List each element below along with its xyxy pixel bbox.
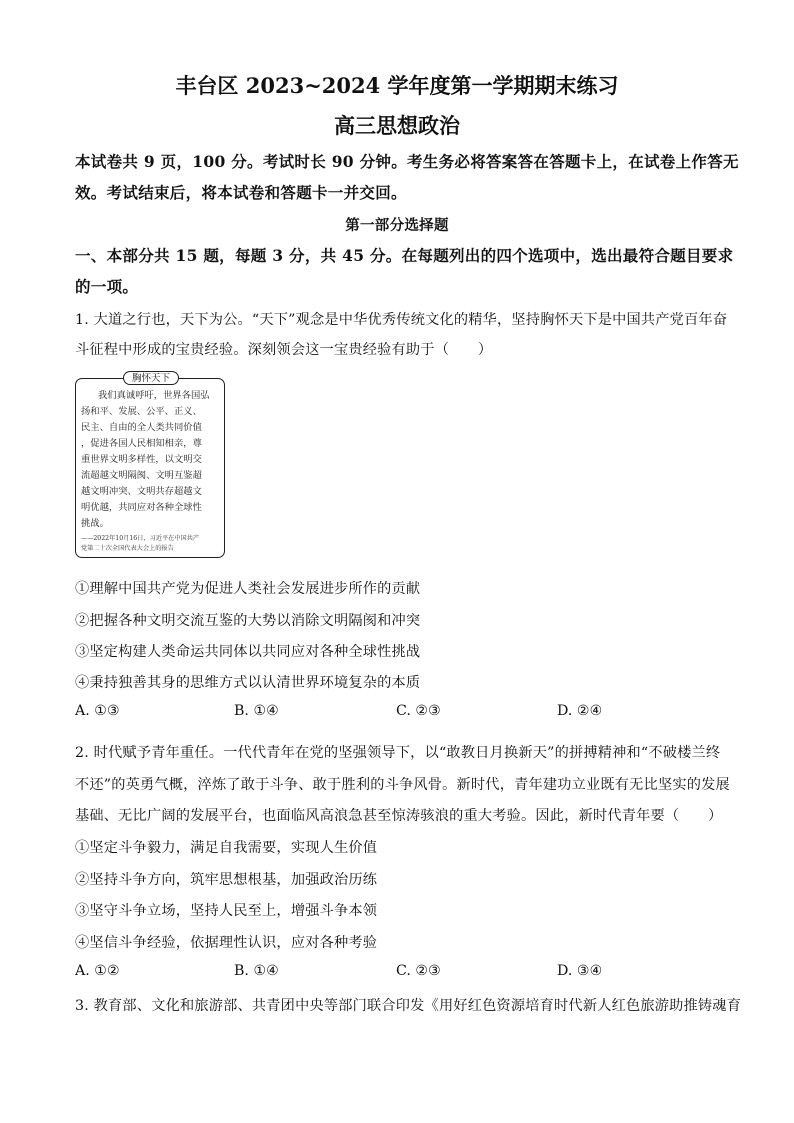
q1-option-c[interactable]: C. ②③ [396,703,441,719]
q1-statement-4: ④秉持独善其身的思维方式以认清世界环境复杂的本质 [75,675,421,691]
q2-statement-3: ③坚守斗争立场，坚持人民至上，增强斗争本领 [75,903,378,919]
instructions-line-1: 本试卷共 9 页，100 分。考试时长 90 分钟。考生务必将答案答在答题卡上，在试卷上作答无 [75,152,739,171]
quote-line: 我们真诚呼吁，世界各国弘 [98,390,210,401]
q2-option-c[interactable]: C. ②③ [396,963,441,979]
q2-statement-1: ①坚定斗争毅力，满足自我需要，实现人生价值 [75,840,378,856]
q1-statement-2: ②把握各种文明交流互鉴的大势以消除文明隔阂和冲突 [75,613,421,629]
q2-statement-2: ②坚持斗争方向，筑牢思想根基，加强政治历练 [75,872,378,888]
q1-stem-line-1: 1. 大道之行也，天下为公。“天下”观念是中华优秀传统文化的精华，坚持胸怀天下是中国共产党百年奋 [75,312,728,328]
section-title: 第一部分选择题 [345,217,449,234]
quote-box-tag: 胸怀天下 [123,371,179,385]
q1-stem-line-2: 斗征程中形成的宝贵经验。深刻领会这一宝贵经验有助于（ ） [75,342,493,358]
exam-subject: 高三思想政治 [334,113,460,138]
quote-line: 民主、自由的全人类共同价值 [81,422,202,433]
q2-stem-line-2: 不还”的英勇气概，淬炼了敢于斗争、敢于胜利的斗争风骨。新时代，青年建功立业既有无比坚实的发展 [75,777,730,793]
q1-statement-1: ①理解中国共产党为促进人类社会发展进步所作的贡献 [75,581,421,597]
q3-stem-line-1: 3. 教育部、文化和旅游部、共青团中央等部门联合印发《用好红色资源培育时代新人红色旅游助推铸魂育 [75,998,742,1014]
section-intro-line-1: 一、本部分共 15 题，每题 3 分，共 45 分。在每题列出的四个选项中，选出最符合题目要求 [75,246,734,265]
quote-line: ，促进各国人民相知相亲，尊 [81,438,202,449]
q2-option-d[interactable]: D. ③④ [557,963,603,979]
section-intro-line-2: 的一项。 [75,277,139,296]
quote-line: 挑战。 [81,518,109,529]
q2-statement-4: ④坚信斗争经验，依据理性认识，应对各种考验 [75,935,378,951]
q2-stem-line-3: 基础、无比广阔的发展平台，也面临风高浪急甚至惊涛骇浪的重大考验。因此，新时代青年要（ ） [75,808,723,824]
q2-option-b[interactable]: B. ①④ [234,963,279,979]
instructions-line-2: 效。考试结束后，将本试卷和答题卡一并交回。 [75,183,407,202]
q1-option-a[interactable]: A. ①③ [75,703,120,719]
q1-statement-3: ③坚定构建人类命运共同体以共同应对各种全球性挑战 [75,644,421,660]
q1-option-b[interactable]: B. ①④ [234,703,279,719]
exam-title: 丰台区 2023~2024 学年度第一学期期末练习 [175,73,619,98]
quote-line: 越文明冲突、文明共存超越文 [81,486,202,497]
q2-option-a[interactable]: A. ①② [75,963,120,979]
q2-stem-line-1: 2. 时代赋予青年重任。一代代青年在党的坚强领导下，以“敢教日月换新天”的拼搏精神和“不破楼兰终 [75,745,721,761]
q1-quote-box [75,378,225,558]
q1-option-d[interactable]: D. ②④ [557,703,603,719]
quote-citation: ——2022年10月16日，习近平在中国共产 [81,535,200,542]
quote-line: 重世界文明多样性，以文明交 [81,454,202,465]
quote-line: 流超越文明隔阂、文明互鉴超 [81,470,202,481]
quote-line: 扬和平、发展、公平、正义、 [81,406,202,417]
quote-line: 明优越，共同应对各种全球性 [81,502,202,513]
quote-citation: 党第二十次全国代表大会上的报告 [81,545,174,552]
